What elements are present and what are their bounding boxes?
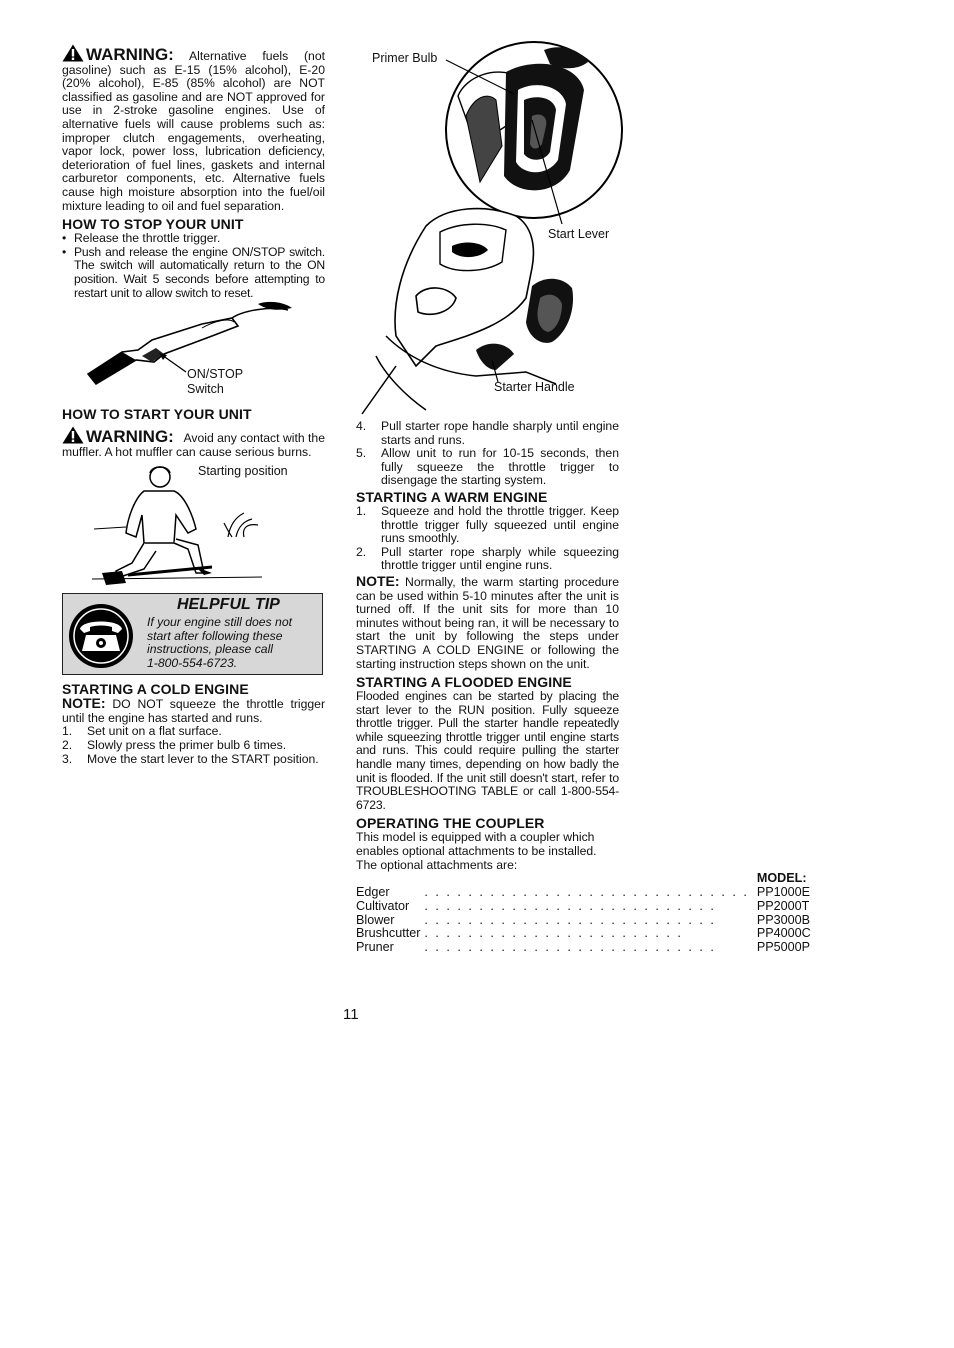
attachment-model: PP3000B [756,912,811,927]
on-stop-switch-figure [62,300,325,400]
list-item [356,420,619,447]
list-item [356,505,619,546]
helpful-tip-text [147,616,307,670]
step-number: 1. [62,724,73,739]
helpful-tip-box [62,593,323,675]
coupler-text: This model is equipped with a coupler which enables optional attachments to be installed. The optional attachments are: [356,830,597,872]
step-text: Pull starter rope handle sharply until engine starts and runs. [381,419,619,447]
telephone-icon [68,603,134,669]
cold-engine-steps [62,725,325,766]
engine-starting-figure [356,36,620,414]
step-text: Squeeze and hold the throttle trigger. Keep throttle trigger fully squeezed until engine runs smoothly. [381,503,619,546]
table-row [356,941,811,955]
cold-engine-steps-continued [356,420,619,488]
note-label: NOTE: [356,572,400,589]
starter-handle-label: Starter Handle [494,380,575,394]
warning-text: Alternative fuels (not gasoline) such as E-15 (15% alcohol), E-20 (20% alcohol), E-85 (85% alcohol) are NOT classified as gasoline and are NOT approved for use in 2-stroke gasoline engines. Use of alternative fuels will cause problems such as: improper clutch engagements, overheating, vapor lock, power loss, lubrication deficiency, deterioration of fuel lines, gaskets and internal carburetor components, etc. Alternative fuels cause high moisture absorption into the fuel/oil mixture leading to oil and fuel separation. [62,49,325,213]
arrow-icon [158,352,188,374]
table-row [356,927,811,941]
engine-illustration [356,36,620,414]
note-text: Normally, the warm starting procedure can be used within 5-10 minutes after the unit is turned off. If the unit sits for more than 10 minutes without being ran, it will be necessary to start the unit by following the steps under STARTING A COLD ENGINE or following the starting instruction steps shown on the unit. [356,574,619,671]
attachment-name: Blower [356,912,395,927]
table-row [356,886,811,900]
start-heading: HOW TO START YOUR UNIT [62,406,252,423]
primer-bulb-label: Primer Bulb [372,51,438,65]
attachment-model: PP5000P [756,940,811,955]
warning-label: WARNING: [86,45,174,64]
starting-position-label: Starting position [198,464,288,479]
attachment-model: PP1000E [756,885,811,900]
list-item: • Push and release the engine ON/STOP switch. The switch will automatically return to the ON position. Wait 5 seconds before attempting to restart unit to allow switch to reset. [62,246,325,300]
cold-engine-note [62,697,325,725]
flooded-engine-text: Flooded engines can be started by placing the start lever to the RUN position. Fully squeeze throttle trigger. Pull the starter handle repeatedly while squeezing throttle trigger until engine starts and runs. This could require pulling the starter handle many times, depending on how badly the unit is flooded. If the unit still doesn't start, refer to TROUBLESHOOTING TABLE or call 1-800-554-6723. [356,689,619,812]
step-number: 2. [356,544,367,559]
table-row [356,914,811,928]
leader-dots: . . . . . . . . . . . . . . . . . . . . . . . . . . . [424,898,716,913]
list-item: • Release the throttle trigger. [62,232,325,246]
warning-triangle-icon [62,44,84,62]
step-number: 3. [62,751,73,766]
list-item [62,753,325,767]
step-number: 2. [62,738,73,753]
note-label: NOTE: [62,695,106,712]
attachment-name: Edger [356,885,390,900]
note-text: DO NOT squeeze the throttle trigger until the engine has started and runs. [62,697,325,725]
step-text: Slowly press the primer bulb 6 times. [87,738,287,753]
tip-line: 1-800-554-6723. [147,656,238,671]
step-text: Allow unit to run for 10-15 seconds, then fully squeeze the throttle trigger to disengage the starting system. [381,446,619,488]
warning-label: WARNING: [86,427,174,447]
leader-dots: . . . . . . . . . . . . . . . . . . . . . . . . . . . [424,940,716,955]
attachment-model: PP4000C [756,926,811,941]
list-item [62,739,325,753]
table-row [356,900,811,914]
cold-engine-heading: STARTING A COLD ENGINE [62,681,249,698]
page-number: 11 [343,1006,359,1023]
tip-line: instructions, please call [147,642,273,657]
step-number: 4. [356,419,367,433]
list-item [62,725,325,739]
warning-triangle-icon [62,426,84,444]
right-column [356,419,811,955]
list-item [356,546,619,573]
helpful-tip-title: HELPFUL TIP [177,596,280,614]
warm-engine-heading: STARTING A WARM ENGINE [356,488,548,505]
coupler-heading: OPERATING THE COUPLER [356,815,545,832]
starting-position-figure [62,459,325,587]
model-header: MODEL: [756,871,807,886]
stop-bullets [62,232,325,300]
on-stop-label-line2: Switch [187,382,224,397]
fuel-warning [62,44,325,213]
attachment-name: Brushcutter [356,926,421,941]
step-number: 5. [356,446,367,461]
attachment-model: PP2000T [756,898,810,913]
on-stop-label-line1: ON/STOP [187,367,244,382]
attachment-name: Pruner [356,940,394,955]
table-header-row [356,872,811,886]
step-text: Set unit on a flat surface. [87,724,222,739]
warm-engine-note [356,572,619,671]
tip-line: If your engine still does not [147,615,292,630]
leader-dots: . . . . . . . . . . . . . . . . . . . . . . . . . . . [424,912,716,927]
step-text: Move the start lever to the START position. [87,751,319,766]
leader-dots: . . . . . . . . . . . . . . . . . . . . . . . . [424,926,683,941]
grass-icon [222,511,262,539]
tip-line: start after following these [147,628,283,643]
on-stop-label [187,367,243,397]
left-column [62,44,325,766]
warning-text: Avoid any contact with the muffler. A hot muffler can cause serious burns. [62,431,325,459]
step-number: 1. [356,503,367,518]
flooded-engine-heading: STARTING A FLOODED ENGINE [356,674,572,691]
muffler-warning [62,426,325,459]
stop-heading: HOW TO STOP YOUR UNIT [62,216,244,233]
attachments-table [356,872,811,955]
step-text: Pull starter rope sharply while squeezing throttle trigger until engine runs. [381,544,619,573]
attachment-name: Cultivator [356,898,410,913]
list-item [356,447,619,488]
start-lever-label: Start Lever [548,227,610,241]
leader-dots: . . . . . . . . . . . . . . . . . . . . . . . . . . . . . . [424,885,749,900]
warm-engine-steps [356,505,619,573]
